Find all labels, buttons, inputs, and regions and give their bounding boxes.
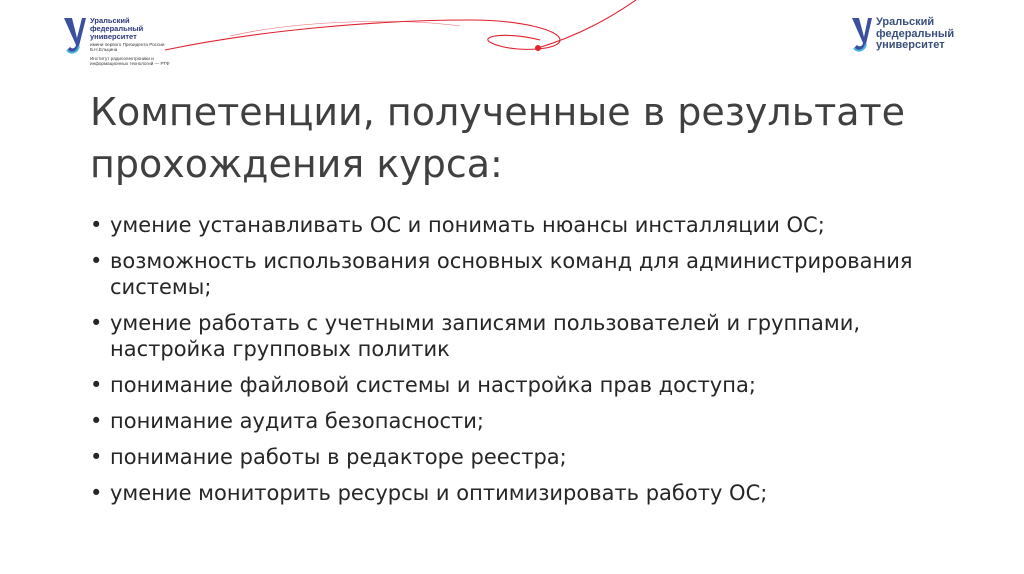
bullet-icon: • <box>90 409 103 433</box>
list-item-text: умение устанавливать ОС и понимать нюансы инсталляции ОС; <box>110 213 825 237</box>
urfu-logo-mark <box>850 16 874 54</box>
list-item-text: понимание аудита безопасности; <box>110 409 484 433</box>
list-item <box>90 248 950 300</box>
logo-left <box>62 16 172 96</box>
bullet-icon: • <box>90 311 103 335</box>
red-dot <box>535 45 541 51</box>
list-item <box>90 310 950 362</box>
list-item-text: понимание работы в редакторе реестра; <box>110 445 567 469</box>
list-item-text: умение работать с учетными записями пользователей и группами, настройка групповых политик <box>110 311 861 361</box>
list-item-text: понимание файловой системы и настройка прав доступа; <box>110 373 756 397</box>
bullet-icon: • <box>90 445 103 469</box>
bullet-icon: • <box>90 213 103 237</box>
list-item-text: возможность использования основных команд для администрирования системы; <box>110 249 913 299</box>
slide-title: Компетенции, полученные в результате прохождения курса: <box>90 90 906 186</box>
logo-left-institute: Институт радиоэлектроники и информационных технологий — РТФ <box>90 56 170 67</box>
list-item <box>90 372 950 398</box>
bullet-icon: • <box>90 249 103 273</box>
list-item <box>90 408 950 434</box>
logo-right <box>850 16 980 56</box>
bullet-icon: • <box>90 481 103 505</box>
list-item <box>90 212 950 238</box>
logo-right-name: Уральский федеральный университет <box>876 16 955 51</box>
logo-left-name: Уральский федеральный университет <box>90 16 144 41</box>
list-item <box>90 444 950 470</box>
list-item <box>90 480 950 506</box>
bullet-icon: • <box>90 373 103 397</box>
list-item-text: умение мониторить ресурсы и оптимизировать работу ОС; <box>110 481 768 505</box>
competencies-list <box>90 212 950 516</box>
logo-left-subtitle: имени первого Президента России Б.Н.Ельцина <box>90 42 165 53</box>
urfu-logo-mark <box>62 16 88 56</box>
